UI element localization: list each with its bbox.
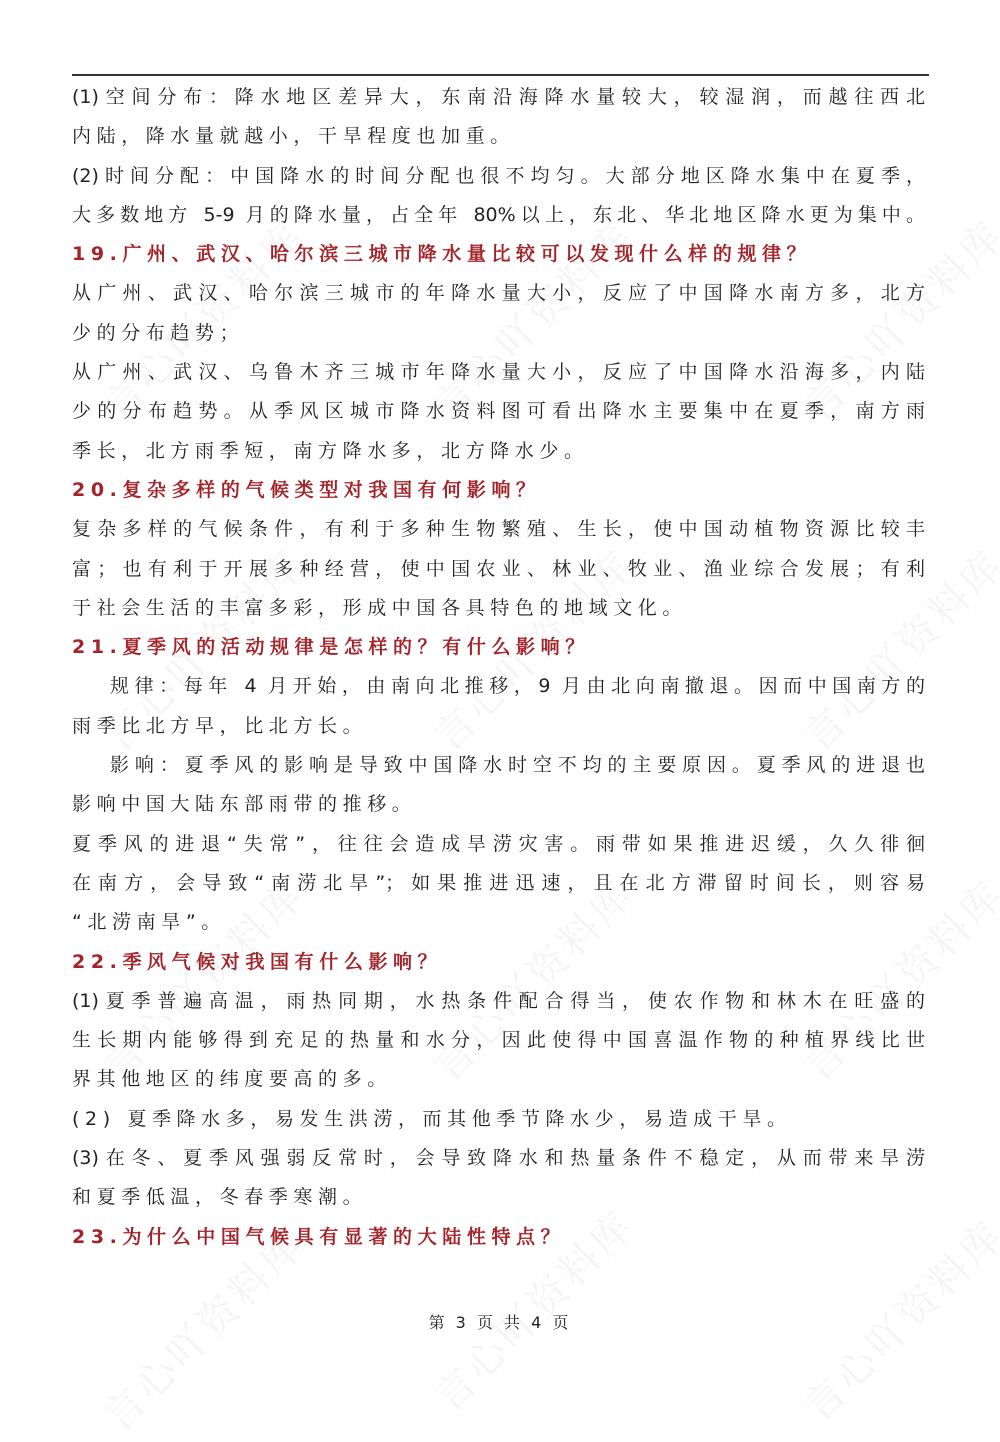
paragraph-line: 影响中国大陆东部雨带的推移。 bbox=[72, 793, 417, 816]
paragraph-line: 规律：每年 4 月开始，由南向北推移，9 月由北向南撤退。因而中国南方的 bbox=[110, 675, 925, 698]
paragraph-line: 从广州、武汉、乌鲁木齐三城市年降水量大小，反应了中国降水沿海多，内陆 bbox=[72, 361, 925, 384]
paragraph-line: 从广州、武汉、哈尔滨三城市的年降水量大小，反应了中国降水南方多，北方 bbox=[72, 282, 925, 305]
paragraph-line: (1)空间分布：降水地区差异大，东南沿海降水量较大，较湿润，而越往西北 bbox=[72, 86, 925, 108]
question-heading-23: 23.为什么中国气候具有显著的大陆性特点？ bbox=[72, 1225, 566, 1248]
paragraph-line: 复杂多样的气候条件，有利于多种生物繁殖、生长，使中国动植物资源比较丰 bbox=[72, 518, 925, 541]
question-heading-21: 21.夏季风的活动规律是怎样的？有什么影响？ bbox=[72, 636, 590, 659]
page-body bbox=[72, 78, 925, 1257]
paragraph-line: (2) 夏季降水多，易发生洪涝，而其他季节降水少，易造成干旱。 bbox=[72, 1107, 792, 1130]
paragraph-line: 界其他地区的纬度要高的多。 bbox=[72, 1068, 392, 1091]
paragraph-line: (1)夏季普遍高温，雨热同期，水热条件配合得当，使农作物和林木在旺盛的 bbox=[72, 989, 925, 1012]
paragraph-line: 少的分布趋势。从季风区城市降水资料图可看出降水主要集中在夏季，南方雨 bbox=[72, 400, 925, 423]
paragraph-line: 大多数地方 5-9 月的降水量，占全年 80%以上，东北、华北地区降水更为集中。 bbox=[72, 203, 925, 226]
paragraph-line: (3)在冬、夏季风强弱反常时，会导致降水和热量条件不稳定，从而带来旱涝 bbox=[72, 1147, 925, 1170]
paragraph-line: 生长期内能够得到充足的热量和水分，因此使得中国喜温作物的种植界线比世 bbox=[72, 1029, 925, 1052]
paragraph-line: 和夏季低温，冬春季寒潮。 bbox=[72, 1186, 368, 1209]
paragraph-line: 雨季比北方早，比北方长。 bbox=[72, 714, 368, 737]
header-rule bbox=[72, 74, 929, 76]
paragraph-line: 影响：夏季风的影响是导致中国降水时空不均的主要原因。夏季风的进退也 bbox=[110, 754, 925, 777]
paragraph-line: 夏季风的进退“失常”，往往会造成旱涝灾害。雨带如果推进迟缓，久久徘徊 bbox=[72, 832, 925, 855]
paragraph-line: “北涝南旱”。 bbox=[72, 911, 226, 934]
question-heading-20: 20.复杂多样的气候类型对我国有何影响？ bbox=[72, 478, 541, 501]
paragraph-line: 在南方，会导致“南涝北旱”；如果推进迅速，且在北方滞留时间长，则容易 bbox=[72, 871, 925, 894]
question-heading-22: 22.季风气候对我国有什么影响？ bbox=[72, 950, 443, 973]
paragraph-line: 富；也有利于开展多种经营，使中国农业、林业、牧业、渔业综合发展；有利 bbox=[72, 557, 925, 580]
paragraph-line: 内陆，降水量就越小，干旱程度也加重。 bbox=[72, 125, 515, 148]
question-heading-19: 19.广州、武汉、哈尔滨三城市降水量比较可以发现什么样的规律？ bbox=[72, 243, 812, 266]
page-number: 第 3 页 共 4 页 bbox=[428, 1313, 572, 1332]
paragraph-line: (2)时间分配：中国降水的时间分配也很不均匀。大部分地区降水集中在夏季， bbox=[72, 164, 925, 187]
paragraph-line: 少的分布趋势； bbox=[72, 321, 245, 344]
paragraph-line: 季长，北方雨季短，南方降水多，北方降水少。 bbox=[72, 439, 589, 462]
paragraph-line: 于社会生活的丰富多彩，形成中国各具特色的地域文化。 bbox=[72, 596, 688, 619]
